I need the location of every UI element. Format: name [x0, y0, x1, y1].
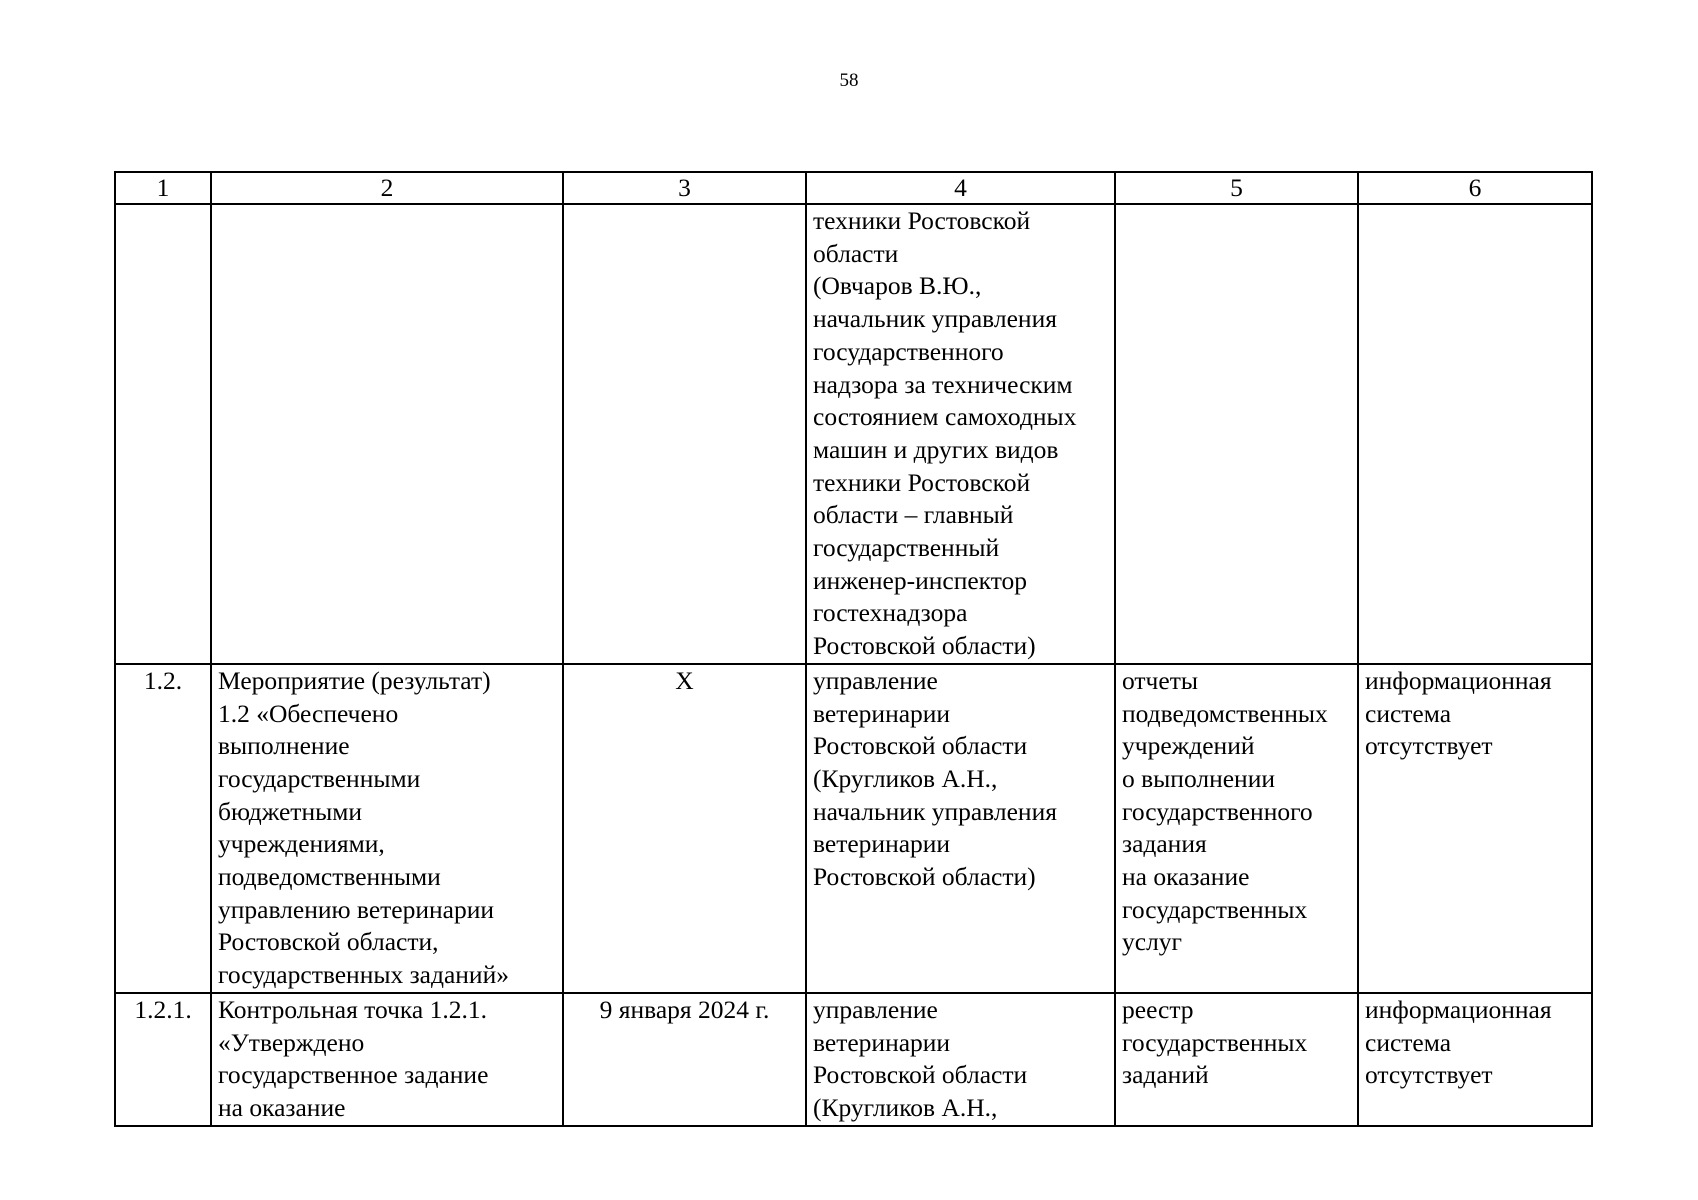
row-number-cell [115, 204, 211, 664]
row-number: 1.2.1. [134, 994, 192, 1024]
column-header-1: 1 [115, 172, 211, 204]
document-type-cell [1115, 993, 1358, 1126]
deadline-cell [563, 204, 806, 664]
column-header-3: 3 [563, 172, 806, 204]
column-header-6: 6 [1358, 172, 1592, 204]
table-row [115, 204, 1592, 664]
deadline-cell [563, 993, 806, 1126]
deadline-cell [563, 664, 806, 993]
info-system-text: информационная система отсутствует [1365, 665, 1552, 761]
document-type-text: отчеты подведомственных учреждений о выполнении государственного задания на оказание государственных услуг [1122, 665, 1328, 957]
table-header-row [115, 172, 1592, 204]
column-header-5: 5 [1115, 172, 1358, 204]
activity-text: Контрольная точка 1.2.1. «Утверждено государственное задание на оказание [218, 994, 489, 1122]
activity-cell [211, 664, 563, 993]
table-row [115, 664, 1592, 993]
row-number-cell [115, 993, 211, 1126]
column-header-4: 4 [806, 172, 1115, 204]
column-header-2: 2 [211, 172, 563, 204]
info-system-cell [1358, 204, 1592, 664]
row-number: 1.2. [143, 665, 183, 695]
document-type-text: реестр государственных заданий [1122, 994, 1308, 1090]
responsible-cell [806, 664, 1115, 993]
table-row [115, 993, 1592, 1126]
activity-text: Мероприятие (результат) 1.2 «Обеспечено выполнение государственными бюджетными учреждениями, подведомственными управлению ветеринарии Ростовской области, государственных заданий» [218, 665, 509, 990]
responsible-text: управление ветеринарии Ростовской области (Кругликов А.Н., [813, 994, 1028, 1122]
activity-cell [211, 204, 563, 664]
activity-cell [211, 993, 563, 1126]
deadline-text: 9 января 2024 г. [599, 994, 770, 1024]
info-system-cell [1358, 664, 1592, 993]
document-type-cell [1115, 664, 1358, 993]
deadline-text: Х [675, 665, 694, 695]
responsible-cell [806, 993, 1115, 1126]
info-system-text: информационная система отсутствует [1365, 994, 1552, 1090]
row-number-cell [115, 664, 211, 993]
responsible-text: техники Ростовской области (Овчаров В.Ю., начальник управления государственного надзора за техническим состоянием самоходных машин и других видов техники Ростовской области – главный государственный инженер-инспектор гостехнадзора Ростовской области) [813, 206, 1077, 661]
info-system-cell [1358, 993, 1592, 1126]
document-type-cell [1115, 204, 1358, 664]
responsible-cell [806, 204, 1115, 664]
document-table [114, 171, 1593, 1127]
responsible-text: управление ветеринарии Ростовской области (Кругликов А.Н., начальник управления ветеринарии Ростовской области) [813, 665, 1057, 892]
page-number: 58 [839, 70, 859, 91]
